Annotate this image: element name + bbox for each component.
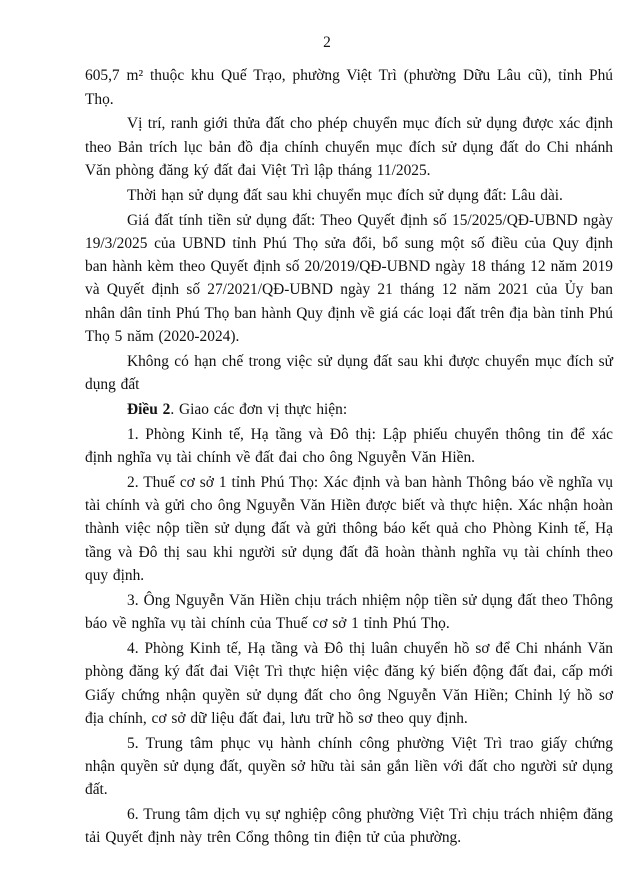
paragraph-area-continuation: 605,7 m² thuộc khu Quế Trạo, phường Việt Trì (phường Dữu Lâu cũ), tỉnh Phú Thọ. [85, 67, 613, 108]
paragraph-article-2-heading [85, 398, 613, 421]
paragraph-land-use-term: Thời hạn sử dụng đất sau khi chuyển mục đích sử dụng đất: Lâu dài. [127, 186, 563, 204]
paragraph-task-4: 4. Phòng Kinh tế, Hạ tầng và Đô thị luân chuyển hồ sơ để Chi nhánh Văn phòng đăng ký đất đai Việt Trì thực hiện việc đăng ký biến động đất đai, cấp mới Giấy chứng nhận quyền sử dụng đất cho ông Nguyễn Văn Hiền; Chỉnh lý hồ sơ địa chính, cơ sở dữ liệu đất đai, lưu trữ hồ sơ theo quy định. [85, 639, 613, 727]
paragraph-task-6: 6. Trung tâm dịch vụ sự nghiệp công phường Việt Trì chịu trách nhiệm đăng tải Quyết định này trên Cổng thông tin điện tử của phường. [85, 806, 613, 847]
article-2-text: . Giao các đơn vị thực hiện: [170, 400, 348, 418]
paragraph-task-1: 1. Phòng Kinh tế, Hạ tầng và Đô thị: Lập phiếu chuyển thông tin để xác định nghĩa vụ tài chính về đất đai cho ông Nguyễn Văn Hiền. [85, 425, 613, 467]
paragraph-task-2: 2. Thuế cơ sở 1 tỉnh Phú Thọ: Xác định và ban hành Thông báo về nghĩa vụ tài chính và gửi cho ông Nguyễn Văn Hiền được biết và thực hiện. Xác nhận hoàn thành việc nộp tiền sử dụng đất và gửi thông báo kết quả cho Phòng Kinh tế, Hạ tầng và Đô thị sau khi người sử dụng đất đã hoàn thành nghĩa vụ tài chính theo quy định. [85, 473, 613, 585]
paragraph-no-restriction: Không có hạn chế trong việc sử dụng đất sau khi được chuyển mục đích sử dụng đất [85, 352, 613, 394]
paragraph-land-price: Giá đất tính tiền sử dụng đất: Theo Quyết định số 15/2025/QĐ-UBND ngày 19/3/2025 của UBND tỉnh Phú Thọ sửa đổi, bổ sung một số điều của Quy định ban hành kèm theo Quyết định số 20/2019/QĐ-UBND ngày 18 tháng 12 năm 2019 và Quyết định số 27/2021/QĐ-UBND ngày 21 tháng 12 năm 2021 của Ủy ban nhân dân tỉnh Phú Thọ ban hành Quy định về giá các loại đất trên địa bàn tỉnh Phú Thọ 5 năm (2020-2024). [85, 211, 613, 346]
page-number: 2 [323, 34, 331, 51]
article-2-label: Điều 2 [127, 400, 171, 418]
paragraph-task-3: 3. Ông Nguyễn Văn Hiền chịu trách nhiệm nộp tiền sử dụng đất theo Thông báo về nghĩa vụ tài chính của Thuế cơ sở 1 tỉnh Phú Thọ. [85, 591, 613, 633]
paragraph-location-boundary: Vị trí, ranh giới thửa đất cho phép chuyển mục đích sử dụng được xác định theo Bản trích lục bản đồ địa chính chuyển mục đích sử dụng đất do Chi nhánh Văn phòng đăng ký đất đai Việt Trì lập tháng 11/2025. [85, 115, 613, 179]
paragraph-task-5: 5. Trung tâm phục vụ hành chính công phường Việt Trì trao giấy chứng nhận quyền sử dụng đất, quyền sở hữu tài sản gắn liền với đất cho người sử dụng đất. [85, 734, 613, 799]
document-body [85, 64, 613, 849]
